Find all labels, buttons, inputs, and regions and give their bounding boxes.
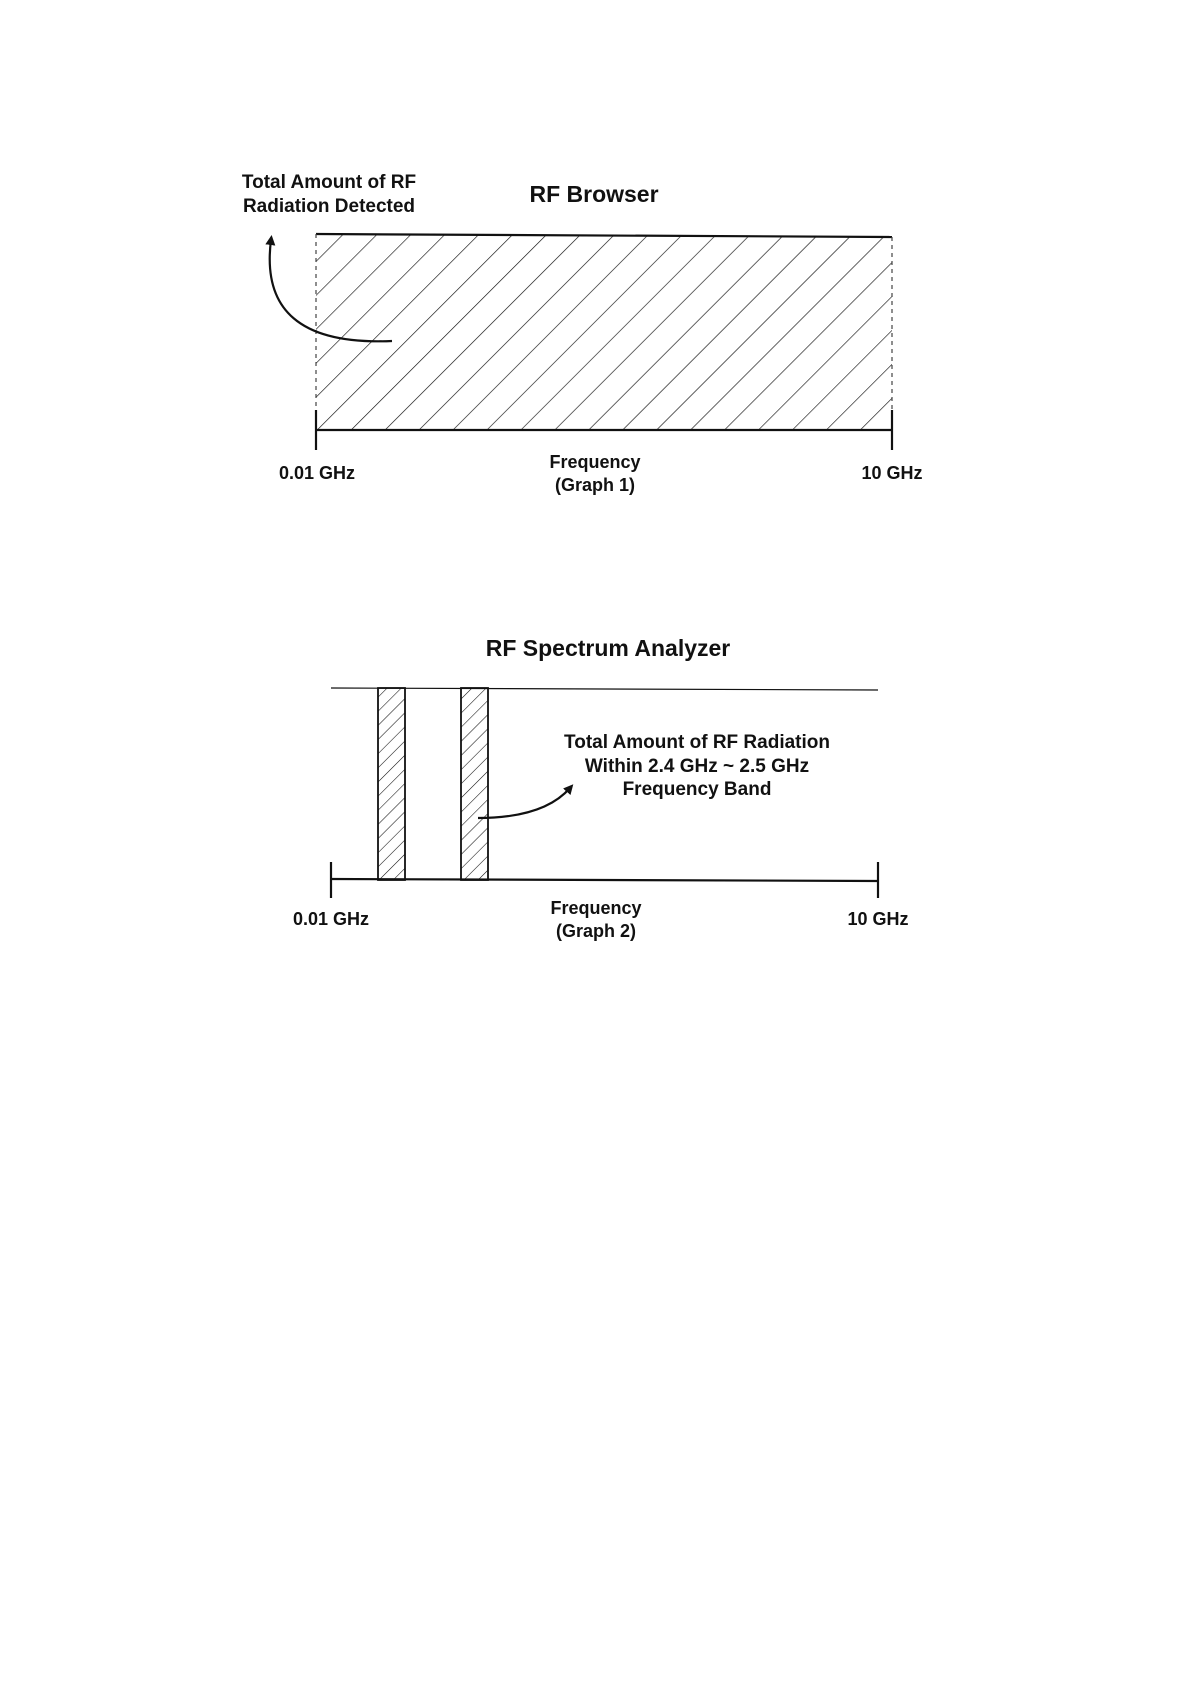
graph-2-title: RF Spectrum Analyzer xyxy=(485,635,731,661)
graph-1-detected-area xyxy=(316,234,892,430)
graph-2 xyxy=(293,635,909,941)
graph-2-min-label: 0.01 GHz xyxy=(292,909,370,929)
graph-1-axis-label-line-2: (Graph 1) xyxy=(554,475,636,495)
graph-1-min-label: 0.01 GHz xyxy=(278,463,356,483)
graph-1-max-label: 10 GHz xyxy=(861,463,923,483)
graph-2-callout-line-3: Frequency Band xyxy=(622,779,772,800)
graph-2-callout-line-2: Within 2.4 GHz ~ 2.5 GHz xyxy=(584,756,810,777)
graph-2-band-bar-2 xyxy=(461,688,488,880)
graph-1-title: RF Browser xyxy=(529,181,659,207)
graph-2-callout-line-1: Total Amount of RF Radiation xyxy=(564,732,830,753)
graph-1-axis-label-line-1: Frequency xyxy=(549,452,641,472)
graph-2-axis-label-line-2: (Graph 2) xyxy=(555,921,637,941)
graph-2-band-bar-1 xyxy=(378,688,405,880)
graph-1-callout-line-1: Total Amount of RF xyxy=(241,172,417,193)
graph-1-callout-line-2: Radiation Detected xyxy=(242,196,416,217)
graph-2-axis-label-line-1: Frequency xyxy=(550,898,642,918)
graph-2-frequency-axis xyxy=(331,879,878,881)
graph-2-callout-arrow xyxy=(478,788,570,818)
graph-1 xyxy=(242,172,923,495)
graph-2-max-label: 10 GHz xyxy=(847,909,909,929)
graph-2-top-boundary xyxy=(331,688,878,690)
